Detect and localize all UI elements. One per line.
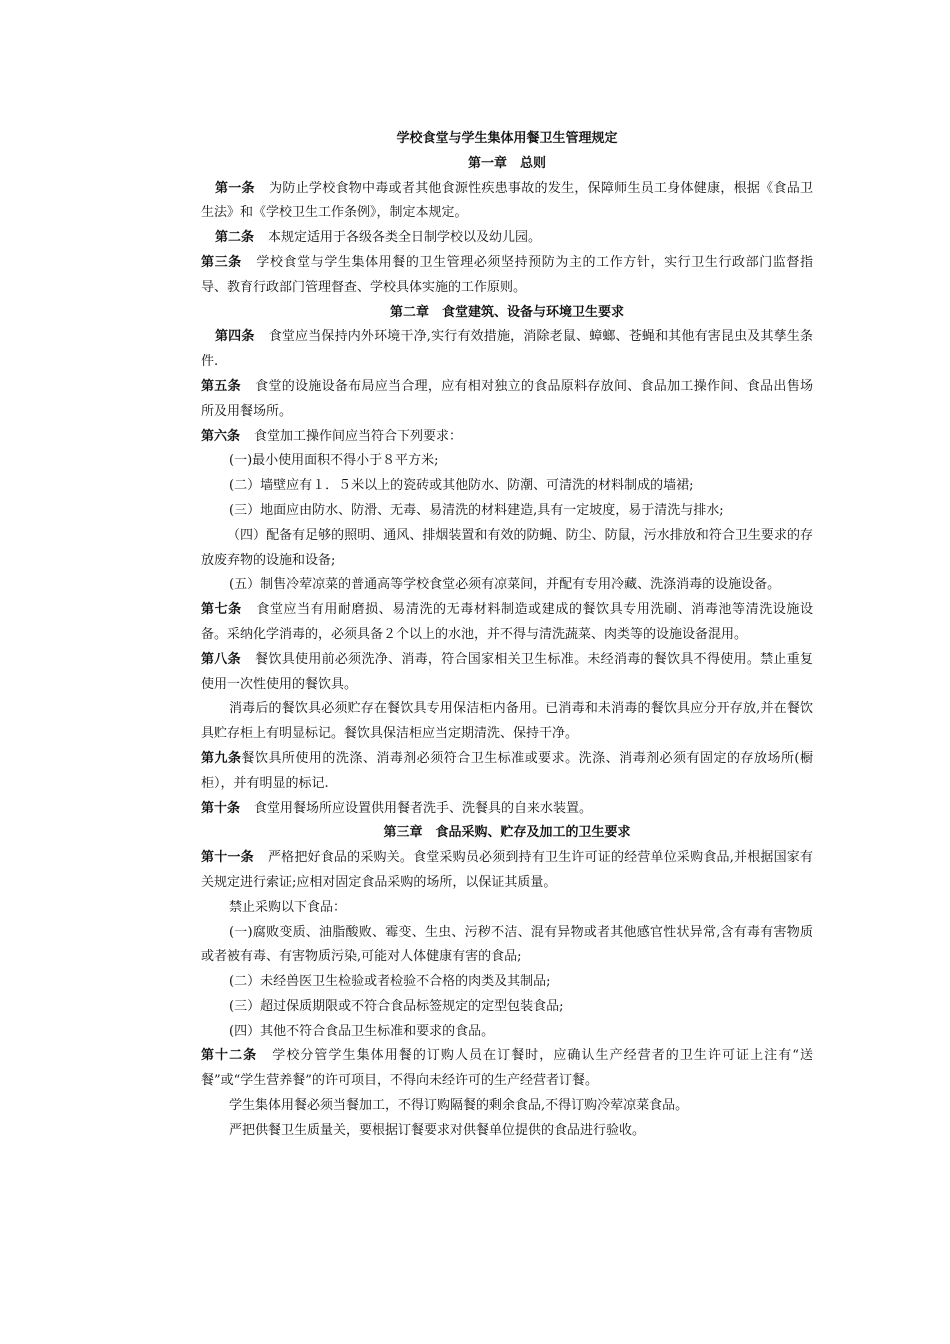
article-text: 食堂用餐场所应设置供用餐者洗手、洗餐具的自来水装置。: [254, 800, 593, 816]
list-item: (三）地面应由防水、防滑、无毒、易清洗的材料建造,具有一定坡度，易于清洗与排水;: [229, 502, 724, 518]
list-item: （四）配备有足够的照明、通风、排烟装置和有效的防蝇、防尘、防鼠，污水排放和符合卫生要求的存放废弃物的设施和设备;: [201, 527, 813, 568]
article-text: 食堂应当保持内外环境干净,实行有效措施，消除老鼠、蟑螂、苍蝇和其他有害昆虫及其孳生条件.: [201, 329, 813, 370]
article-9: [201, 747, 813, 797]
chapter-2-heading: 第二章 食堂建筑、设备与环境卫生要求: [389, 304, 624, 320]
article-text: 餐饮具使用前必须洗净、消毒，符合国家相关卫生标准。未经消毒的餐饮具不得使用。禁止重复使用一次性使用的餐饮具。: [201, 651, 813, 692]
article-label: 第十一条: [201, 850, 254, 866]
article-12: [201, 1044, 813, 1094]
article-11: [201, 846, 813, 896]
article-label: 第四条: [215, 329, 255, 345]
article-6: [201, 425, 813, 450]
list-item: (三）超过保质期限或不符合食品标签规定的定型包装食品;: [229, 998, 564, 1014]
article-text: 严格把好食品的采购关。食堂采购员必须到持有卫生许可证的经营单位采购食品,并根据国家有关规定进行索证;应相对固定食品采购的场所，以保证其质量。: [201, 850, 813, 890]
paragraph: 严把供餐卫生质量关，要根据订餐要求对供餐单位提供的食品进行验收。: [229, 1122, 646, 1138]
article-2: [201, 226, 813, 251]
article-text: 为防止学校食物中毒或者其他食源性疾患事故的发生，保障师生员工身体健康，根据《食品卫生法》和《学校卫生工作条例》，制定本规定。: [201, 180, 813, 221]
article-4: [201, 325, 813, 375]
document-body: [201, 127, 813, 1144]
list-item: (五）制售冷荤凉菜的普通高等学校食堂必须有凉菜间，并配有专用冷藏、洗涤消毒的设施设备。: [229, 577, 781, 593]
article-label: 第十条: [201, 800, 241, 816]
chapter-3-heading: 第三章 食品采购、贮存及加工的卫生要求: [383, 825, 631, 841]
paragraph: 消毒后的餐饮具必须贮存在餐饮具专用保洁柜内备用。已消毒和未消毒的餐饮具应分开存放,并在餐饮具贮存柜上有明显标记。餐饮具保洁柜应当定期清洗、保持干净。: [201, 701, 813, 742]
article-label: 第二条: [215, 230, 255, 246]
article-label: 第七条: [201, 602, 242, 618]
article-label: 第一条: [215, 180, 255, 196]
article-text: 食堂应当有用耐磨损、易清洗的无毒材料制造或建成的餐饮具专用洗刷、消毒池等清洗设施设备。采纳化学消毒的，必须具备２个以上的水池，并不得与清洗蔬菜、肉类等的设施设备混用。: [201, 602, 813, 642]
article-text: 食堂加工操作间应当符合下列要求：: [254, 428, 463, 444]
article-text: 食堂的设施设备布局应当合理，应有相对独立的食品原料存放间、食品加工操作间、食品出售场所及用餐场所。: [201, 378, 813, 419]
article-text: 餐饮具所使用的洗涤、消毒剂必须符合卫生标准或要求。洗涤、消毒剂必须有固定的存放场所(橱柜），并有明显的标记.: [201, 750, 813, 791]
chapter-1-heading: 第一章 总则: [467, 155, 546, 171]
list-item: (二）未经兽医卫生检验或者检验不合格的肉类及其制品;: [229, 974, 551, 990]
article-label: 第五条: [201, 378, 241, 394]
list-item: (一)最小使用面积不得小于８平方米;: [229, 453, 439, 469]
article-1: [201, 177, 813, 227]
list-item: (二）墙壁应有１．５米以上的瓷砖或其他防水、防潮、可清洗的材料制成的墙裙;: [229, 478, 694, 494]
article-text: 学校分管学生集体用餐的订购人员在订餐时，应确认生产经营者的卫生许可证上注有“送餐”或“学生营养餐”的许可项目，不得向未经许可的生产经营者订餐。: [201, 1048, 813, 1089]
article-text: 学校食堂与学生集体用餐的卫生管理必须坚持预防为主的工作方针，实行卫生行政部门监督指导、教育行政部门管理督查、学校具体实施的工作原则。: [201, 254, 813, 295]
paragraph: 学生集体用餐必须当餐加工，不得订购隔餐的剩余食品,不得订购冷荤凉菜食品。: [229, 1098, 689, 1114]
article-label: 第三条: [201, 254, 242, 270]
paragraph: 禁止采购以下食品：: [229, 899, 347, 915]
list-item: (四）其他不符合食品卫生标准和要求的食品。: [229, 1023, 495, 1039]
article-5: [201, 375, 813, 425]
article-text: 本规定适用于各级各类全日制学校以及幼儿园。: [268, 230, 542, 246]
document-title: 学校食堂与学生集体用餐卫生管理规定: [396, 131, 618, 146]
article-10: [201, 797, 813, 822]
article-8: [201, 648, 813, 698]
article-label: 第九条: [201, 750, 242, 766]
article-7: [201, 598, 813, 648]
article-label: 第八条: [201, 651, 241, 667]
article-label: 第六条: [201, 428, 241, 444]
article-3: [201, 251, 813, 301]
list-item: (一)腐败变质、油脂酸败、霉变、生虫、污秽不洁、混有异物或者其他感官性状异常,含有毒有害物质或者被有毒、有害物质污染,可能对人体健康有害的食品;: [201, 924, 813, 965]
article-label: 第十二条: [201, 1048, 258, 1064]
